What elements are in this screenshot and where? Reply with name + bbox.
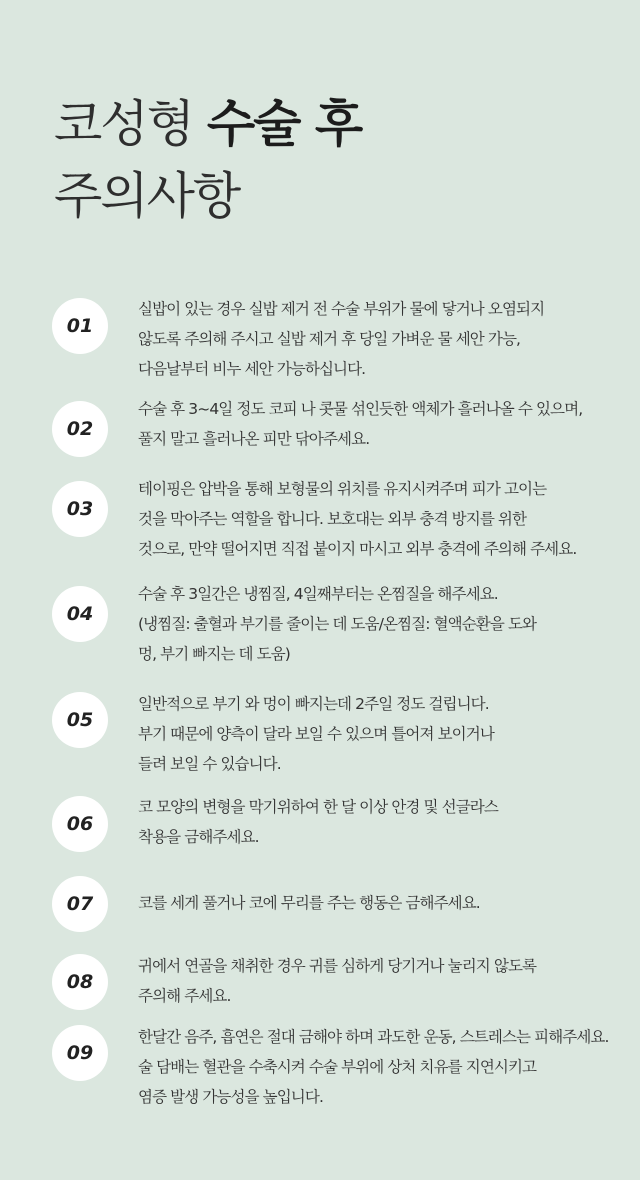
item-text-line: 염증 발생 가능성을 높입니다.: [138, 1088, 323, 1106]
item-number-badge: 01: [52, 298, 108, 354]
item-text: [138, 474, 628, 564]
item-text: [138, 1022, 628, 1112]
item-text-line: 테이핑은 압박을 통해 보형물의 위치를 유지시켜주며 피가 고이는: [138, 480, 547, 498]
item-text-line: 한달간 음주, 흡연은 절대 금해야 하며 과도한 운동, 스트레스는 피해주세요.: [138, 1028, 609, 1046]
item-number-badge: 02: [52, 401, 108, 457]
item-text-line: 것을 막아주는 역할을 합니다. 보호대는 외부 충격 방지를 위한: [138, 510, 527, 528]
item-text-line: (냉찜질: 출혈과 부기를 줄이는 데 도움/온찜질: 혈액순환을 도와: [138, 615, 537, 633]
item-text-line: 주의해 주세요.: [138, 987, 231, 1005]
item-text-line: 수술 후 3~4일 정도 코피 나 콧물 섞인듯한 액체가 흘러나올 수 있으며,: [138, 400, 583, 418]
item-number-badge: 05: [52, 692, 108, 748]
item-number-badge: 07: [52, 876, 108, 932]
item-number-badge: 09: [52, 1025, 108, 1081]
item-text: [138, 689, 628, 779]
item-number-badge: 04: [52, 586, 108, 642]
item-text: [138, 888, 628, 918]
title-line-2: 주의사항: [54, 167, 240, 225]
item-text-line: 부기 때문에 양측이 달라 보일 수 있으며 틀어져 보이거나: [138, 725, 494, 743]
item-text-line: 들려 보일 수 있습니다.: [138, 755, 281, 773]
item-text-line: 귀에서 연골을 채취한 경우 귀를 심하게 당기거나 눌리지 않도록: [138, 957, 537, 975]
item-text-line: 풀지 말고 흘러나온 피만 닦아주세요.: [138, 430, 370, 448]
item-text-line: 술 담배는 혈관을 수축시켜 수술 부위에 상처 치유를 지연시키고: [138, 1058, 537, 1076]
item-text: [138, 394, 628, 454]
item-number-badge: 06: [52, 796, 108, 852]
item-number-badge: 03: [52, 481, 108, 537]
item-text-line: 수술 후 3일간은 냉찜질, 4일째부터는 온찜질을 해주세요.: [138, 585, 498, 603]
item-text: [138, 294, 628, 384]
item-text-line: 것으로, 만약 떨어지면 직접 붙이지 마시고 외부 충격에 주의해 주세요.: [138, 540, 577, 558]
item-text: [138, 951, 628, 1011]
item-text: [138, 579, 628, 669]
item-text-line: 코 모양의 변형을 막기위하여 한 달 이상 안경 및 선글라스: [138, 798, 498, 816]
item-text-line: 코를 세게 풀거나 코에 무리를 주는 행동은 금해주세요.: [138, 894, 480, 912]
item-text-line: 멍, 부기 빠지는 데 도움): [138, 645, 290, 663]
item-text-line: 일반적으로 부기 와 멍이 빠지는데 2주일 정도 걸립니다.: [138, 695, 489, 713]
item-text: [138, 792, 628, 852]
item-text-line: 실밥이 있는 경우 실밥 제거 전 수술 부위가 물에 닿거나 오염되지: [138, 300, 545, 318]
item-number-badge: 08: [52, 954, 108, 1010]
item-text-line: 착용을 금해주세요.: [138, 828, 259, 846]
title-light-text: 코성형: [54, 95, 193, 153]
item-text-line: 않도록 주의해 주시고 실밥 제거 후 당일 가벼운 물 세안 가능,: [138, 330, 521, 348]
item-text-line: 다음날부터 비누 세안 가능하십니다.: [138, 360, 366, 378]
title-bold-text: 수술 후: [206, 95, 362, 153]
